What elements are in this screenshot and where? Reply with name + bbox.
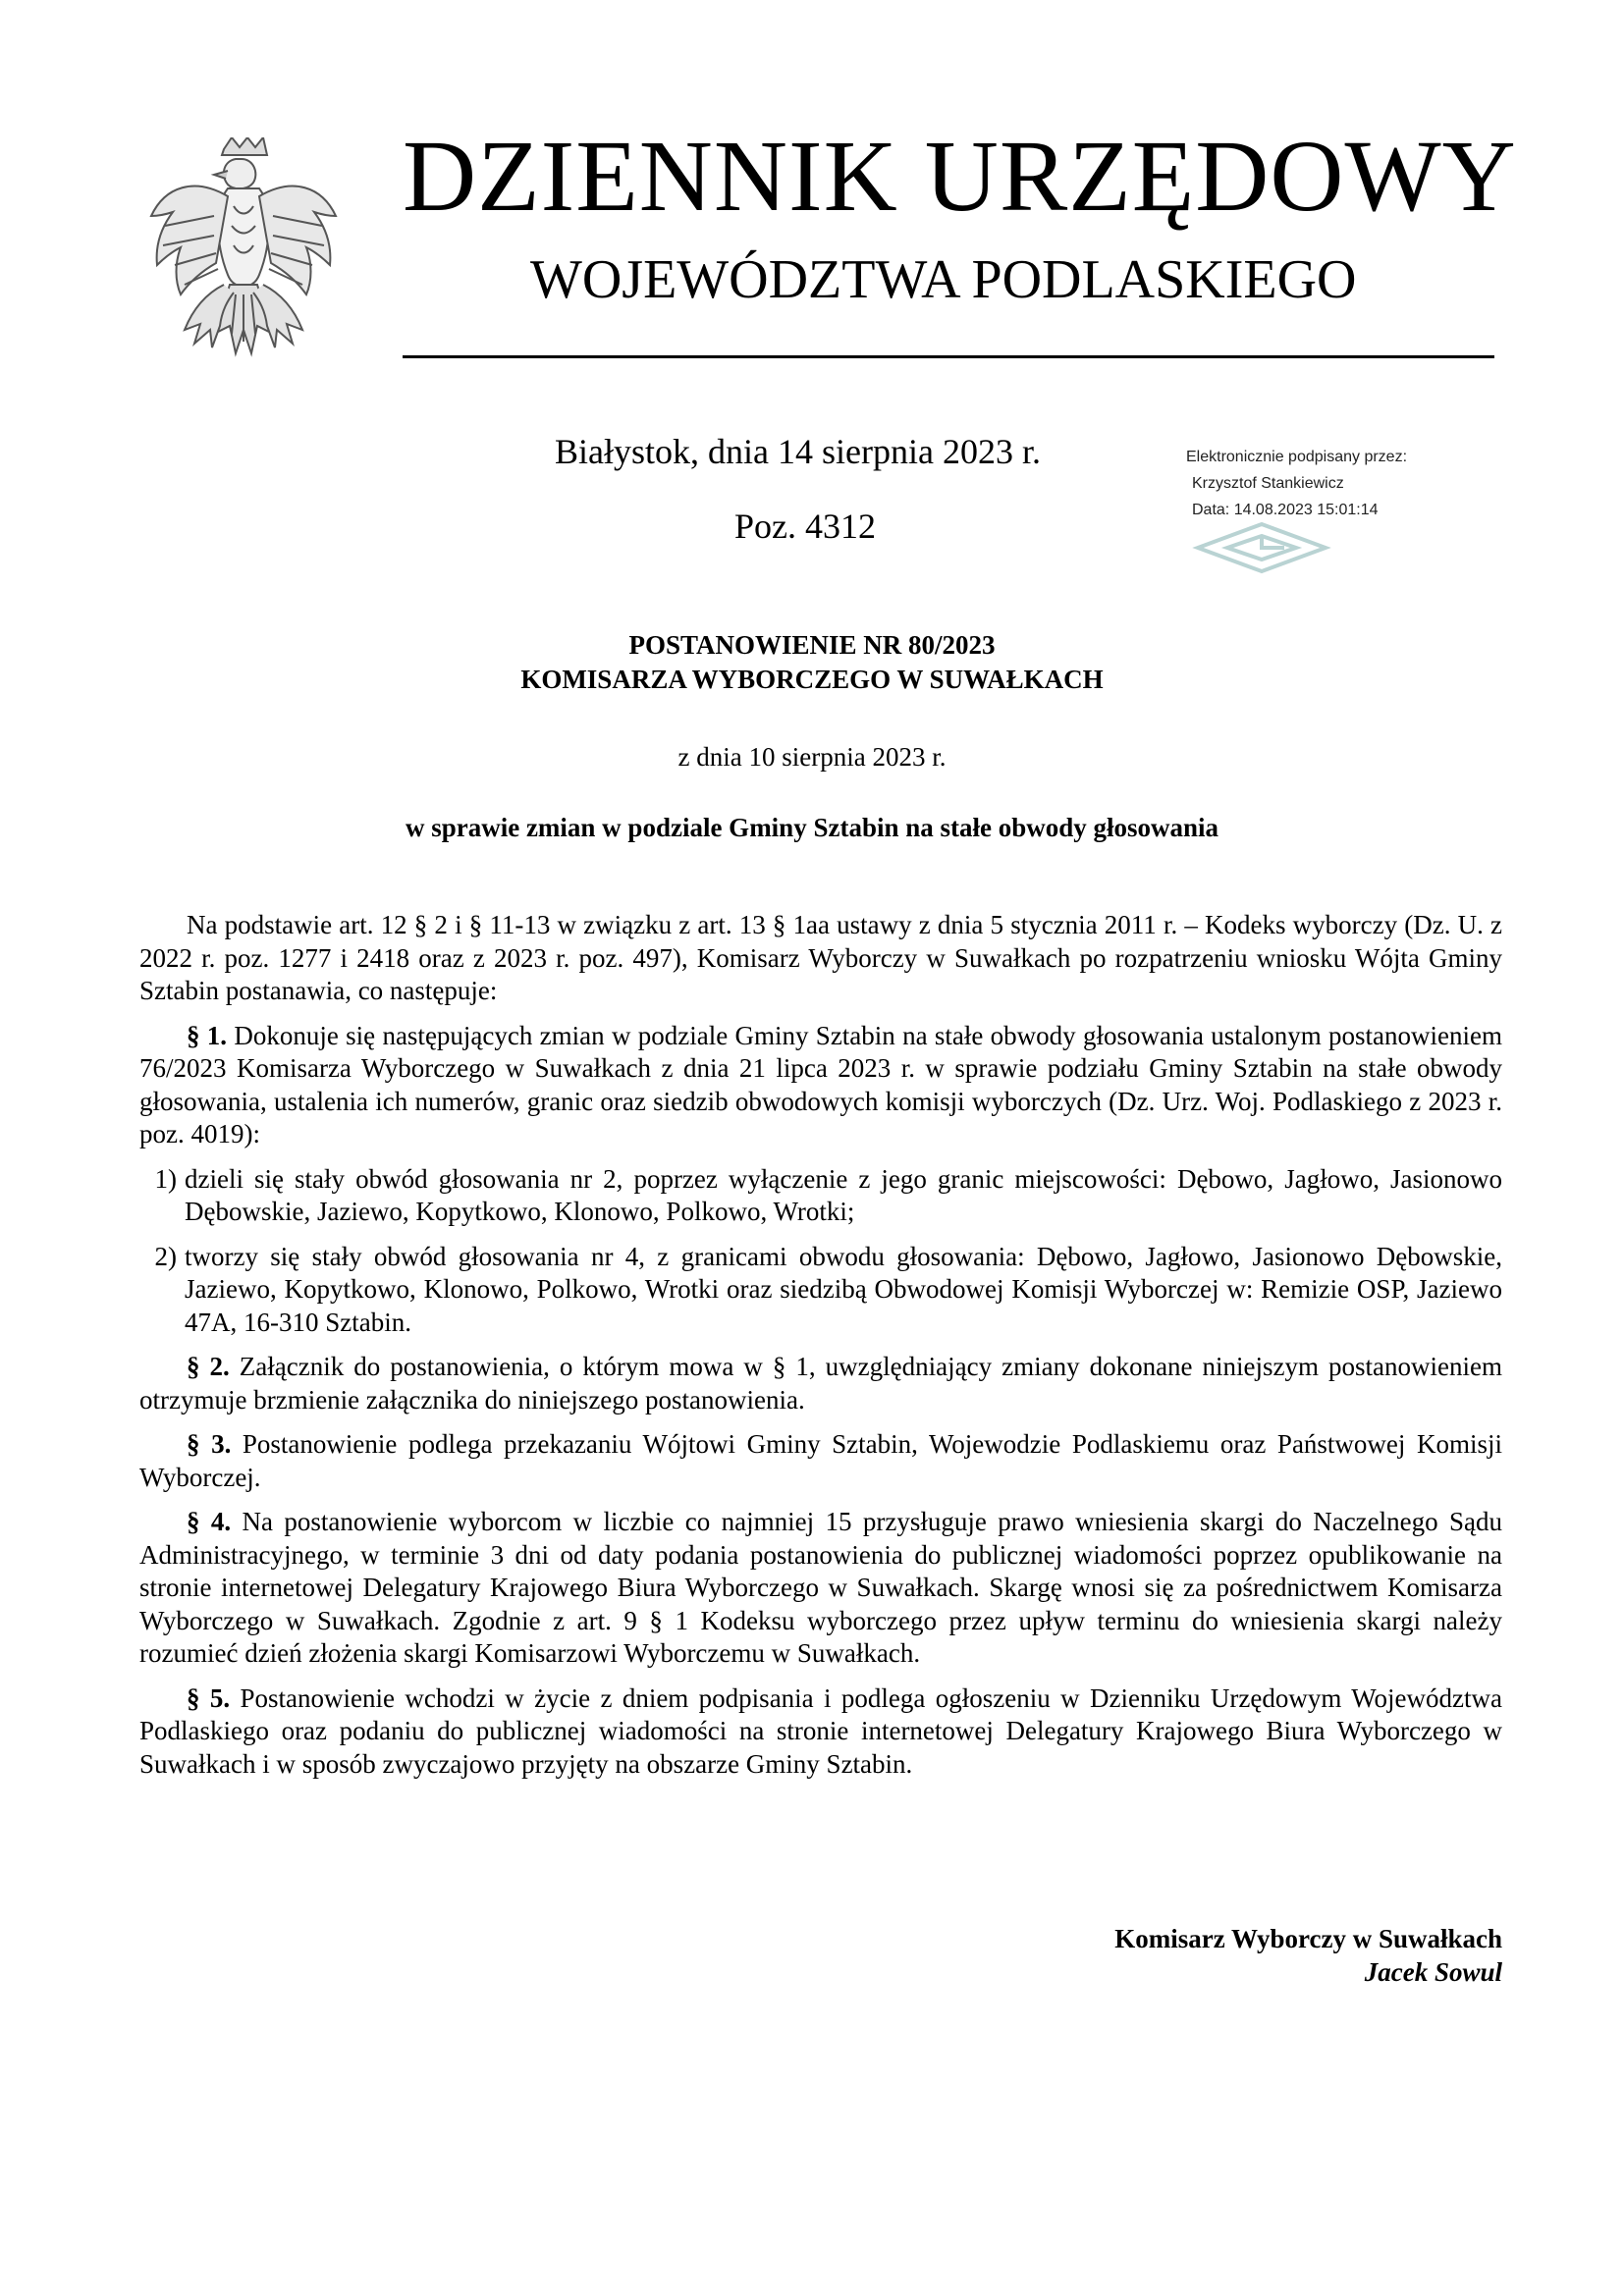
list-item-number: 2) — [154, 1241, 177, 1271]
signature-date: Data: 14.08.2023 15:01:14 — [1192, 502, 1379, 518]
section-4-text: Na postanowienie wyborcom w liczbie co najmniej 15 przysługuje prawo wniesienia skargi do Naczelnego Sądu Administracyjnego, w terminie 3 dni od daty podania postanowienia do publicznej wiadomości poprzez opublikowanie na stronie internetowej Delegatury Krajowego Biura Wyborczego w Suwałkach. Skargę wnosi się za pośrednictwem Komisarza Wyborczego w Suwałkach. Zgodnie z art. 9 § 1 Kodeksu wyborczego przez upływ terminu do wniesienia skargi należy rozumieć dzień złożenia skargi Komisarzowi Wyborczemu w Suwałkach. — [139, 1507, 1503, 1668]
list-item — [139, 1241, 1502, 1340]
signature-label: Elektronicznie podpisany przez: — [1186, 449, 1408, 465]
section-5 — [139, 1682, 1502, 1782]
sign-off — [1114, 1922, 1502, 1989]
publication-place-date: Białystok, dnia 14 sierpnia 2023 r. — [555, 432, 1041, 471]
decision-body — [139, 909, 1502, 1792]
decision-title-line-1: POSTANOWIENIE NR 80/2023 — [628, 630, 996, 660]
section-1-mark: § 1. — [187, 1020, 228, 1050]
electronic-signature-block — [1186, 444, 1441, 523]
signer-name: Krzysztof Stankiewicz — [1192, 475, 1344, 492]
section-2-text: Załącznik do postanowienia, o którym mowa w § 1, uwzględniający zmiany dokonane niniejszym postanowieniem otrzymuje brzmienie załącznika do niniejszego postanowienia. — [139, 1352, 1502, 1415]
decision-title-line-2: KOMISARZA WYBORCZEGO W SUWAŁKACH — [520, 665, 1104, 694]
decision-title — [0, 628, 1624, 697]
decision-date: z dnia 10 sierpnia 2023 r. — [677, 742, 947, 772]
journal-subtitle: WOJEWÓDZTWA PODLASKIEGO — [530, 249, 1357, 310]
section-3 — [139, 1428, 1502, 1494]
section-4-mark: § 4. — [187, 1507, 232, 1536]
section-2-mark: § 2. — [187, 1352, 230, 1381]
section-3-text: Postanowienie podlega przekazaniu Wójtowi Gminy Sztabin, Wojewodzie Podlaskiemu oraz Państwowej Komisji Wyborczej. — [139, 1429, 1503, 1492]
list-item-number: 1) — [154, 1163, 177, 1194]
section-2 — [139, 1351, 1502, 1416]
section-5-mark: § 5. — [187, 1682, 231, 1713]
decision-subject: w sprawie zmian w podziale Gminy Sztabin na stałe obwody głosowania — [405, 813, 1219, 842]
section-1 — [139, 1020, 1502, 1151]
journal-title: DZIENNIK URZĘDOWY — [403, 120, 1517, 233]
list-item-text: tworzy się stały obwód głosowania nr 4, z granicami obwodu głosowania: Dębowo, Jagłowo, Jasionowo Dębowskie, Jaziewo, Kopytkowo, Klonowo, Polkowo, Wrotki oraz siedzibą Obwodowej Komisji Wyborczej w: Remizie OSP, Jaziewo 47A, 16-310 Sztabin. — [185, 1241, 1502, 1337]
preamble: Na podstawie art. 12 § 2 i § 11-13 w związku z art. 13 § 1aa ustawy z dnia 5 stycznia 2011 r. – Kodeks wyborczy (Dz. U. z 2022 r. poz. 1277 i 2418 oraz z 2023 r. poz. 497), Komisarz Wyborczy w Suwałkach po rozpatrzeniu wniosku Wójta Gminy Sztabin postanawia, co następuje: — [139, 910, 1502, 1005]
section-5-text: Postanowienie wchodzi w życie z dniem podpisania i podlega ogłoszeniu w Dzienniku Urzędowym Województwa Podlaskiego oraz podaniu do publicznej wiadomości na stronie internetowej Delegatury Krajowego Biura Wyborczego w Suwałkach i w sposób zwyczajowo przyjęty na obszarze Gminy Sztabin. — [139, 1682, 1502, 1779]
section-1-text: Dokonuje się następujących zmian w podziale Gminy Sztabin na stałe obwody głosowania ustalonym postanowieniem 76/2023 Komisarza Wyborczego w Suwałkach z dnia 21 lipca 2023 r. w sprawie podziału Gminy Sztabin na stałe obwody głosowania, ustalenia ich numerów, granic oraz siedzib obwodowych komisji wyborczych (Dz. Urz. Woj. Podlaskiego z 2023 r. poz. 4019): — [139, 1020, 1503, 1148]
signer-role: Komisarz Wyborczy w Suwałkach — [1114, 1924, 1502, 1953]
masthead-divider — [403, 355, 1494, 358]
section-4 — [139, 1506, 1502, 1671]
position-number: Poz. 4312 — [734, 507, 876, 546]
polish-eagle-emblem-icon — [145, 137, 342, 402]
section-3-mark: § 3. — [187, 1429, 232, 1459]
list-item-text: dzieli się stały obwód głosowania nr 2, poprzez wyłączenie z jego granic miejscowości: Dębowo, Jagłowo, Jasionowo Dębowskie, Jaziewo, Kopytkowo, Klonowo, Polkowo, Wrotki; — [185, 1163, 1502, 1226]
list-item — [139, 1163, 1502, 1229]
signature-seal-icon — [1188, 520, 1335, 575]
signer-full-name: Jacek Sowul — [1364, 1957, 1502, 1987]
